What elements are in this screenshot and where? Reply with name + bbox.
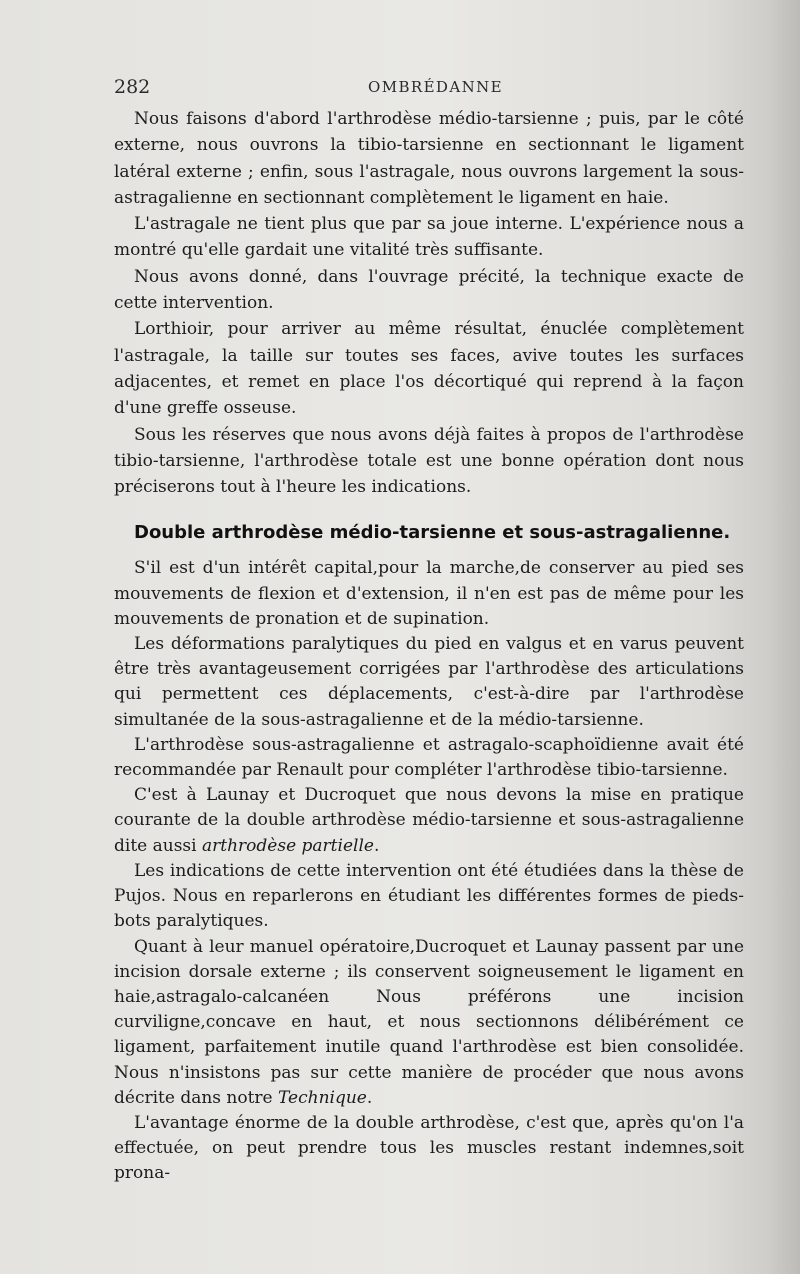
section-arthrodese-totale	[114, 106, 744, 500]
paragraph: Les déformations paralytiques du pied en valgus et en varus peuvent être très avantageusement corrigées par l'arthrodèse des articulations qui permettent ces déplacements, c'est-à-dire par l'arthrodèse simultanée de la sous-astragalienne et de la médio-tarsienne.	[114, 634, 744, 730]
paragraph: Lorthioir, pour arriver au même résultat, énuclée complètement l'astragale, la taille sur toutes ses faces, avive toutes les surfaces adjacentes, et remet en place l'os décortiqué qui reprend à la façon d'une greffe osseuse.	[114, 319, 744, 419]
section-double-arthrodese	[114, 556, 744, 1186]
italic-term: Technique	[278, 1087, 367, 1108]
paragraph: L'astragale ne tient plus que par sa joue interne. L'expérience nous a montré qu'elle gardait une vitalité très suffisante.	[114, 214, 744, 261]
paragraph: Nous avons donné, dans l'ouvrage précité, la technique exacte de cette intervention.	[114, 266, 744, 314]
paragraph: Nous faisons d'abord l'arthrodèse médio-tarsienne ; puis, par le côté externe, nous ouvrons la tibio-tarsienne en sectionnant le ligament latéral externe ; enfin, sous l'astragale, nous ouvrons largement la sous-astragalienne en sectionnant complètement le ligament en haie.	[114, 109, 744, 208]
paragraph: L'avantage énorme de la double arthrodèse, c'est que, après qu'on l'a effectuée, on peut prendre tous les muscles restant indemnes,soit prona-	[114, 1112, 744, 1184]
paragraph: Sous les réserves que nous avons déjà faites à propos de l'arthrodèse tibio-tarsienne, l'arthrodèse totale est une bonne opération dont nous préciserons tout à l'heure les indications.	[114, 424, 744, 498]
body-text	[114, 106, 744, 1187]
italic-term: arthrodèse partielle	[202, 835, 374, 856]
running-title: OMBRÉDANNE	[368, 78, 503, 96]
page-number: 282	[114, 76, 151, 98]
paragraph: L'arthrodèse sous-astragalienne et astragalo-scaphoïdienne avait été recommandée par Renault pour compléter l'arthrodèse tibio-tarsienne.	[114, 734, 744, 781]
paragraph-text: Quant à leur manuel opératoire,Ducroquet et Launay passent par une incision dorsale externe ; ils conservent soigneusement le ligament en haie,astragalo-calcanéen Nous préférons une incision curviligne,concave en haut, et nous sectionnons délibérément ce ligament, parfaitement inutile quand l'arthrodèse est bien consolidée. Nous n'insistons pas sur cette manière de procéder que nous avons décrite dans notre	[114, 936, 744, 1108]
paragraph: Les indications de cette intervention ont été étudiées dans la thèse de Pujos. Nous en reparlerons en étudiant les différentes formes de pieds-bots paralytiques.	[114, 860, 744, 932]
paragraph-end: .	[366, 1087, 373, 1108]
paragraph	[114, 783, 744, 859]
paragraph-end: .	[373, 835, 380, 856]
running-head	[114, 74, 744, 104]
paragraph	[114, 935, 744, 1111]
paragraph: S'il est d'un intérêt capital,pour la marche,de conserver au pied ses mouvements de flexion et d'extension, il n'en est pas de même pour les mouvements de pronation et de supination.	[114, 558, 744, 629]
paragraph-text: C'est à Launay et Ducroquet que nous devons la mise en pratique courante de la double arthrodèse médio-tarsienne et sous-astragalienne dite aussi	[114, 785, 744, 856]
section-heading: Double arthrodèse médio-tarsienne et sous-astragalienne.	[134, 522, 731, 544]
